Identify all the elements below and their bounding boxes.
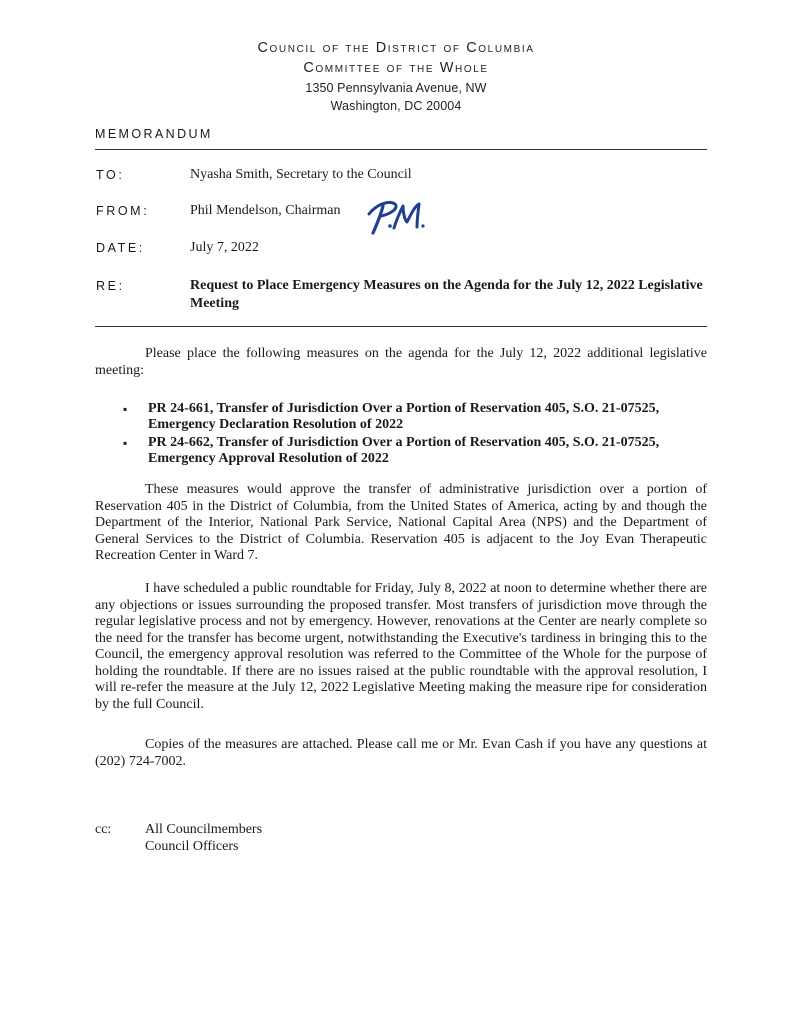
list-item <box>123 435 713 467</box>
memorandum-label: MEMORANDUM <box>95 127 213 141</box>
cc-list <box>145 822 262 855</box>
handwritten-signature-icon <box>363 196 433 236</box>
bullet-icon: ▪ <box>123 402 128 416</box>
paragraph-contact-text: Copies of the measures are attached. Please call me or Mr. Evan Cash if you have any questions at (202) 724-7002. <box>95 737 707 769</box>
letterhead-address-line2: Washington, DC 20004 <box>330 99 462 113</box>
to-label: TO: <box>96 168 125 182</box>
paragraph-contact <box>95 737 707 770</box>
paragraph-roundtable <box>95 581 707 713</box>
to-value: Nyasha Smith, Secretary to the Council <box>190 167 412 182</box>
re-subject: Request to Place Emergency Measures on the Agenda for the July 12, 2022 Legislative Meeting <box>190 278 703 311</box>
letterhead-committee: Committee of the Whole <box>303 60 489 76</box>
from-value: Phil Mendelson, Chairman <box>190 203 341 218</box>
from-label: FROM: <box>96 204 150 218</box>
cc-label: cc: <box>95 822 112 837</box>
re-label: RE: <box>96 279 125 293</box>
header-rule-top <box>95 149 707 150</box>
date-label: DATE: <box>96 241 145 255</box>
cc-item: All Councilmembers <box>145 822 263 837</box>
measure-pr-24-662: PR 24-662, Transfer of Jurisdiction Over a Portion of Reservation 405, S.O. 21-07525, Emergency Approval Resolution of 2022 <box>148 435 660 466</box>
measures-list <box>123 401 713 469</box>
letterhead-address-line1: 1350 Pennsylvania Avenue, NW <box>305 81 487 95</box>
bullet-icon: ▪ <box>123 436 128 450</box>
cc-item: Council Officers <box>145 838 239 854</box>
paragraph-transfer <box>95 482 707 565</box>
header-rule-bottom <box>95 326 707 327</box>
list-item <box>123 401 713 433</box>
intro-paragraph <box>95 346 707 379</box>
letterhead-org: Council of the District of Columbia <box>257 40 535 56</box>
intro-text: Please place the following measures on the agenda for the July 12, 2022 additional legislative meeting: <box>95 346 707 378</box>
paragraph-roundtable-text: I have scheduled a public roundtable for Friday, July 8, 2022 at noon to determine whether there are any objections or issues surrounding the proposed transfer. Most transfers of jurisdiction move through the regular legislative process and not by emergency. However, renovations at the Center are nearly complete so the need for the transfer has become urgent, notwithstanding the Executive's tardiness in bringing this to the Council, the emergency approval resolution was referred to the Committee of the Whole for the purpose of holding the roundtable. If there are no issues raised at the public roundtable with the approval resolution, I will re-refer the measure at the July 12, 2022 Legislative Meeting making the measure ripe for consideration by the full Council. <box>95 581 707 712</box>
date-value: July 7, 2022 <box>190 240 259 255</box>
paragraph-transfer-text: These measures would approve the transfer of administrative jurisdiction over a portion of Reservation 405 in the District of Columbia, from the United States of America, acting by and though the Department of the Interior, National Park Service, National Capital Area (NPS) and the Department of General Services to the District of Columbia. Reservation 405 is adjacent to the Joy Evan Therapeutic Recreation Center in Ward 7. <box>95 482 707 563</box>
measure-pr-24-661: PR 24-661, Transfer of Jurisdiction Over a Portion of Reservation 405, S.O. 21-07525, Emergency Declaration Resolution of 2022 <box>148 401 660 432</box>
